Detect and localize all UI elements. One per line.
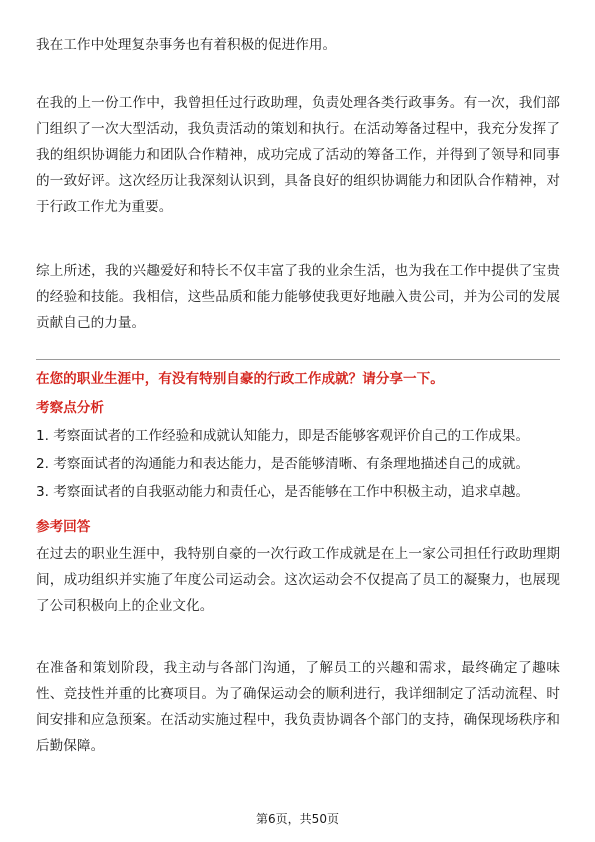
summary-paragraph: 综上所述，我的兴趣爱好和特长不仅丰富了我的业余生活，也为我在工作中提供了宝贵的经验和技能。我相信，这些品质和能力能够使我更好地融入贵公司，并为公司的发展贡献自己的力量。	[36, 263, 560, 331]
list-item: 1. 考察面试者的工作经验和成就认知能力，即是否能够客观评价自己的工作成果。	[36, 428, 530, 444]
answer-heading: 参考回答	[36, 519, 91, 535]
list-item: 3. 考察面试者的自我驱动能力和责任心，是否能够在工作中积极主动，追求卓越。	[36, 484, 530, 500]
analysis-list	[36, 422, 560, 506]
page-number-footer: 第6页，共50页	[256, 812, 339, 826]
list-item: 2. 考察面试者的沟通能力和表达能力，是否能够清晰、有条理地描述自己的成就。	[36, 456, 530, 472]
section-divider	[36, 359, 560, 360]
analysis-heading: 考察点分析	[36, 400, 104, 416]
experience-paragraph: 在我的上一份工作中，我曾担任过行政助理，负责处理各类行政事务。有一次，我们部门组织了一次大型活动，我负责活动的策划和执行。在活动筹备过程中，我充分发挥了我的组织协调能力和团队合作精神，成功完成了活动的筹备工作，并得到了领导和同事的一致好评。这次经历让我深刻认识到，具备良好的组织协调能力和团队合作精神，对于行政工作尤为重要。	[36, 95, 560, 215]
answer-paragraph-2: 在准备和策划阶段，我主动与各部门沟通，了解员工的兴趣和需求，最终确定了趣味性、竞技性并重的比赛项目。为了确保运动会的顺利进行，我详细制定了活动流程、时间安排和应急预案。在活动实施过程中，我负责协调各个部门的支持，确保现场秩序和后勤保障。	[36, 660, 560, 754]
intro-paragraph: 我在工作中处理复杂事务也有着积极的促进作用。	[36, 37, 337, 53]
answer-paragraph-1: 在过去的职业生涯中，我特别自豪的一次行政工作成就是在上一家公司担任行政助理期间，成功组织并实施了年度公司运动会。这次运动会不仅提高了员工的凝聚力，也展现了公司积极向上的企业文化。	[36, 546, 560, 614]
interview-question: 在您的职业生涯中，有没有特别自豪的行政工作成就？请分享一下。	[36, 371, 444, 387]
